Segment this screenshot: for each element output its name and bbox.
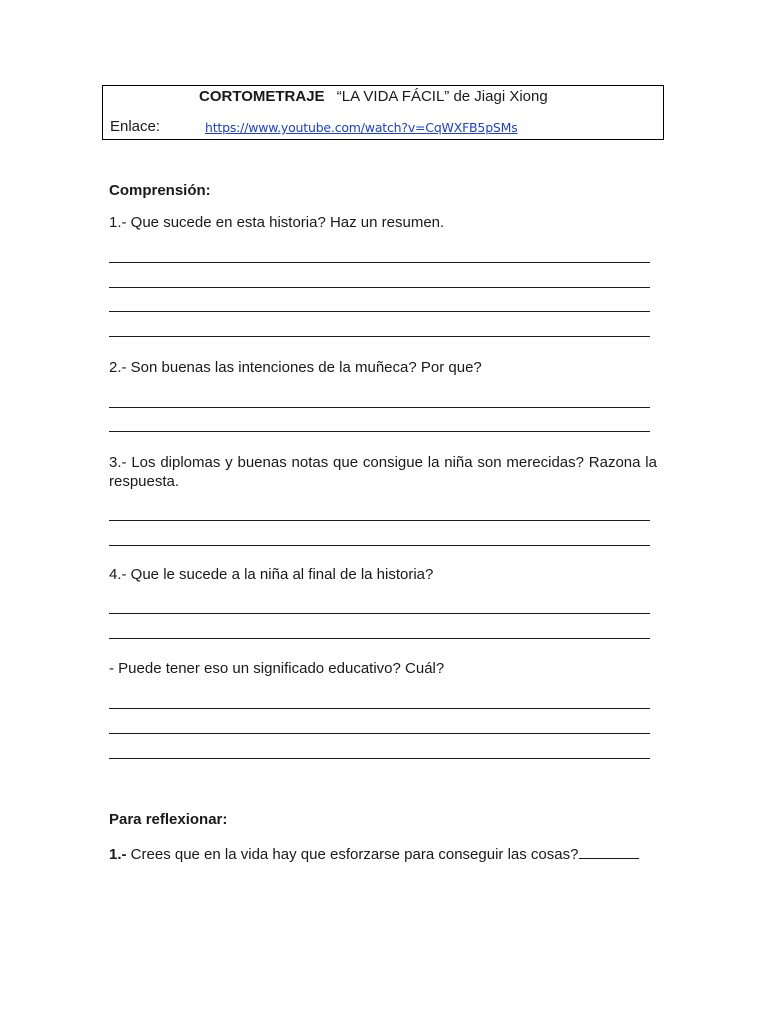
answer-line[interactable]	[109, 708, 650, 709]
title-rest: “LA VIDA FÁCIL” de Jiagi Xiong	[336, 88, 548, 105]
reflection-text: Crees que en la vida hay que esforzarse para conseguir las cosas?	[126, 846, 579, 863]
title-bold: CORTOMETRAJE	[199, 88, 325, 105]
question-5: - Puede tener eso un significado educativo? Cuál?	[109, 660, 445, 677]
answer-line[interactable]	[109, 758, 650, 759]
answer-line[interactable]	[109, 733, 650, 734]
question-3: 3.- Los diplomas y buenas notas que consigue la niña son merecidas? Razona la respuesta.	[109, 454, 657, 490]
answer-line[interactable]	[109, 638, 650, 639]
answer-line[interactable]	[109, 311, 650, 312]
answer-line[interactable]	[109, 520, 650, 521]
section-comprension: Comprensión:	[109, 182, 211, 199]
reflection-number: 1.-	[109, 846, 127, 863]
answer-line[interactable]	[109, 407, 650, 408]
question-1: 1.- Que sucede en esta historia? Haz un resumen.	[109, 214, 445, 231]
youtube-link[interactable]: https://www.youtube.com/watch?v=CqWXFB5pSMs	[205, 120, 518, 135]
reflection-question-1	[109, 844, 639, 863]
answer-line[interactable]	[109, 287, 650, 288]
answer-line[interactable]	[109, 336, 650, 337]
question-4: 4.- Que le sucede a la niña al final de la historia?	[109, 566, 434, 583]
reflection-answer-blank[interactable]	[579, 844, 639, 859]
document-title	[199, 88, 548, 105]
answer-line[interactable]	[109, 262, 650, 263]
link-label: Enlace:	[110, 118, 161, 135]
question-2: 2.- Son buenas las intenciones de la muñeca? Por que?	[109, 359, 482, 376]
answer-line[interactable]	[109, 613, 650, 614]
answer-line[interactable]	[109, 431, 650, 432]
answer-line[interactable]	[109, 545, 650, 546]
section-reflexionar: Para reflexionar:	[109, 811, 228, 828]
header-box	[102, 85, 664, 140]
